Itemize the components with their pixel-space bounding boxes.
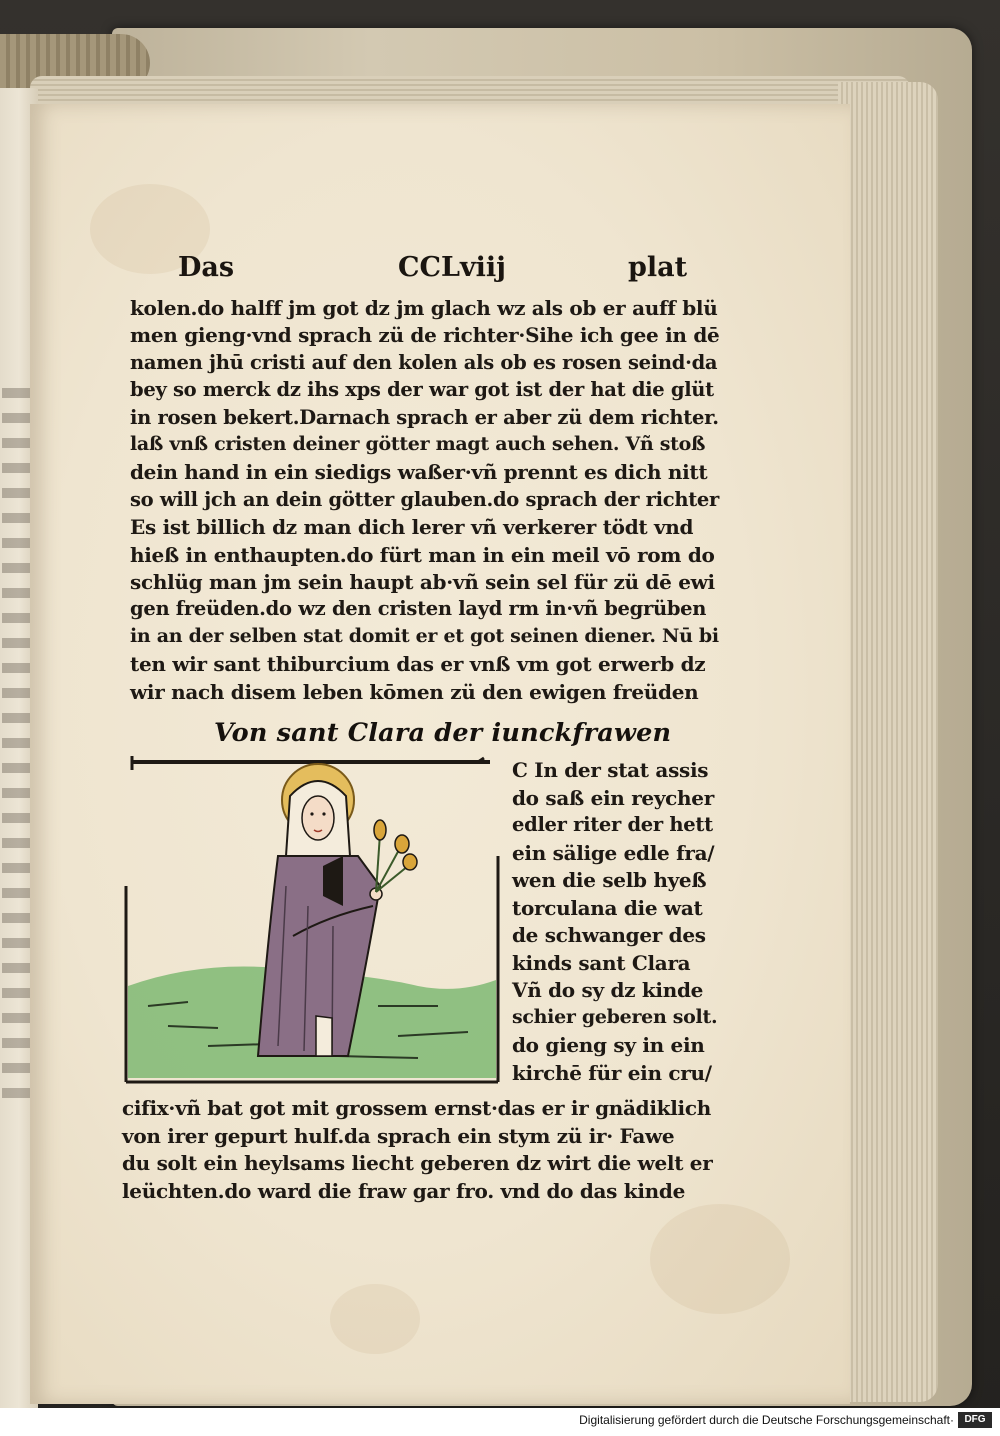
chapter-title: Von sant Clara der iunckfrawen <box>214 718 672 748</box>
text-line: hieß in enthaupten.do fürt man in ein meil vō rom do <box>130 542 715 567</box>
text-line: dein hand in ein siedigs waßer·vñ prennt es dich nitt <box>130 460 708 485</box>
text-line: Es ist billich dz man dich lerer vñ verkerer tödt vnd <box>130 515 694 540</box>
text-line: bey so merck dz ihs xps der war got ist der hat die glüt <box>130 378 714 402</box>
text-line: schier geberen solt. <box>512 1005 718 1028</box>
text-line: du solt ein heylsams liecht geberen dz wirt die welt er <box>122 1151 713 1175</box>
text-line: do saß ein reycher <box>512 785 714 810</box>
text-line: do gieng sy in ein <box>512 1033 705 1057</box>
text-line: kolen.do halff jm got dz jm glach wz als ob er auff blü <box>130 296 718 320</box>
text-line: in rosen bekert.Darnach sprach er aber zü dem richter. <box>130 405 719 429</box>
text-line: laß vnß cristen deiner götter magt auch sehen. Vñ stoß <box>130 433 706 455</box>
text-line: kinds sant Clara <box>512 950 691 975</box>
text-line: namen jhū cristi auf den kolen als ob es rosen seind·da <box>130 350 718 374</box>
header-left: Das <box>178 252 235 283</box>
text-line: edler riter der hett <box>512 813 713 836</box>
dfg-logo: DFG <box>958 1412 992 1428</box>
running-header <box>148 252 728 292</box>
page-fore-edges <box>838 82 938 1402</box>
text-line: cifix·vñ bat got mit grossem ernst·das er ir gnädiklich <box>122 1096 711 1120</box>
footer-credit: Digitalisierung gefördert durch die Deutsche Forschungsgemeinschaft· <box>579 1413 954 1427</box>
facing-page-text <box>2 388 32 1108</box>
text-line: gen freüden.do wz den cristen layd rm in·vñ begrüben <box>130 597 707 621</box>
text-line: von irer gepurt hulf.da sprach ein stym zü ir· Fawe <box>122 1123 675 1148</box>
text-line: schlüg man jm sein haupt ab·vñ sein sel für zü dē ewi <box>130 570 715 594</box>
text-line: men gieng·vnd sprach zü de richter·Sihe ich gee in dē <box>130 323 720 348</box>
text-line: de schwanger des <box>512 923 706 947</box>
text-line: leüchten.do ward die fraw gar fro. vnd do das kinde <box>122 1178 686 1203</box>
text-line: so will jch an dein götter glauben.do sprach der richter <box>130 487 719 511</box>
text-line: Vñ do sy dz kinde <box>512 978 704 1002</box>
text-line: wen die selb hyeß <box>512 868 707 892</box>
text-line: ein sälige edle fra/ <box>512 840 715 865</box>
woodcut-illustration <box>118 756 500 1086</box>
text-line: C In der stat assis <box>512 758 709 782</box>
text-line: in an der selben stat domit er et got seinen diener. Nū bi <box>130 624 719 647</box>
text-line: wir nach disem leben kōmen zü den ewigen freüden <box>130 679 699 704</box>
text-line: ten wir sant thiburcium das er vnß vm got erwerb dz <box>130 652 706 677</box>
header-right: plat <box>628 252 688 283</box>
folio-number: CCLviij <box>398 252 506 283</box>
text-line: torculana die wat <box>512 895 703 920</box>
text-line: kirchē für ein cru/ <box>512 1060 712 1085</box>
